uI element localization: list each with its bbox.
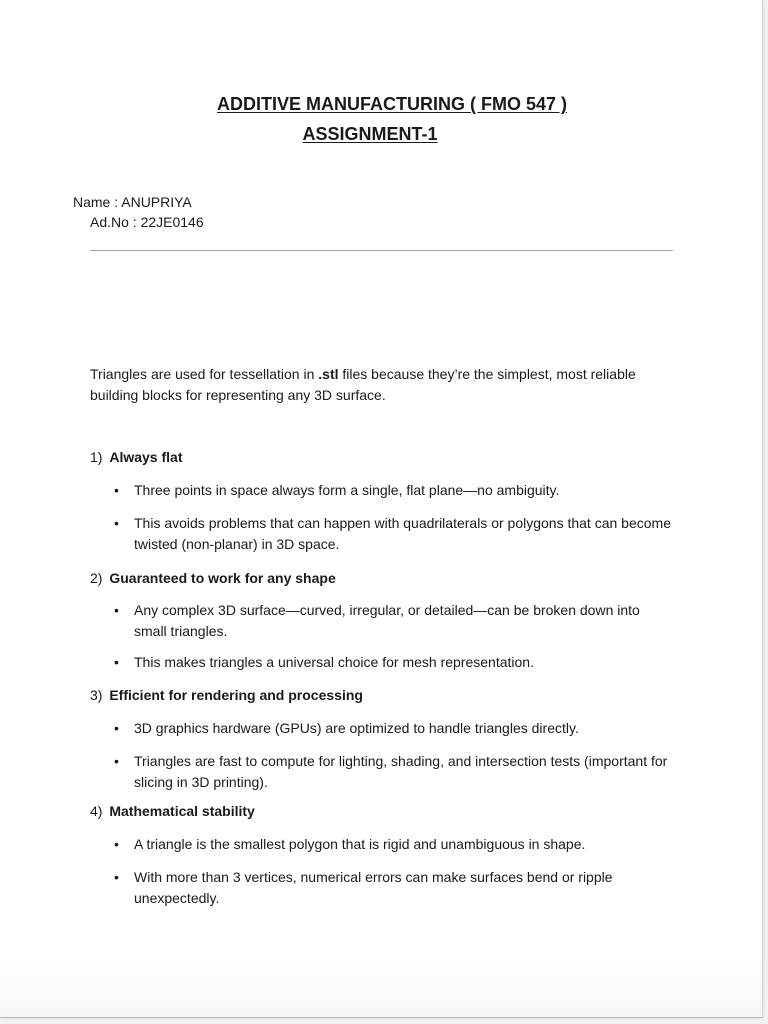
page-bottom-shading: [0, 960, 762, 1017]
document-title: ADDITIVE MANUFACTURING ( FMO 547 ): [216, 94, 567, 114]
section-heading-2: [90, 570, 336, 586]
intro-text-start: Triangles are used for tessellation in: [90, 366, 319, 382]
bullet-icon: •: [114, 720, 119, 736]
section-number: 2): [90, 570, 103, 586]
intro-text-end: files because they’re the simplest, most reliable building blocks for representing any 3D surface.: [90, 366, 636, 403]
section-title: Always flat: [109, 449, 183, 465]
section-title: Mathematical stability: [109, 803, 255, 819]
list-item-text: A triangle is the smallest polygon that is rigid and unambiguous in shape.: [134, 836, 586, 852]
list-item: [114, 513, 674, 555]
section-heading-3: [90, 687, 363, 703]
list-item-text: Three points in space always form a single, flat plane—no ambiguity.: [134, 482, 560, 498]
list-item-text: This avoids problems that can happen with quadrilaterals or polygons that can become twisted (non-planar) in 3D space.: [134, 515, 671, 552]
list-item: [114, 480, 674, 501]
bullet-icon: •: [114, 869, 119, 885]
list-item: [114, 718, 674, 739]
assignment-title: ASSIGNMENT-1: [302, 124, 438, 144]
horizontal-rule: [90, 250, 673, 251]
student-name: Name : ANUPRIYA: [73, 194, 192, 210]
bullet-icon: •: [114, 515, 119, 531]
bullet-icon: •: [114, 602, 119, 618]
list-item: [114, 600, 674, 642]
section-heading-1: [90, 449, 182, 465]
admission-number: Ad.No : 22JE0146: [90, 214, 204, 230]
list-item: [114, 834, 674, 855]
bullet-icon: •: [114, 482, 119, 498]
list-item: [114, 652, 674, 673]
section-number: 3): [90, 687, 103, 703]
section-heading-4: [90, 803, 255, 819]
intro-stl-term: .stl: [318, 366, 339, 382]
bullet-icon: •: [114, 654, 119, 670]
list-item-text: 3D graphics hardware (GPUs) are optimized to handle triangles directly.: [134, 720, 579, 736]
list-item-text: Any complex 3D surface—curved, irregular, or detailed—can be broken down into small triangles.: [134, 602, 640, 639]
list-item-text: This makes triangles a universal choice for mesh representation.: [134, 654, 534, 670]
list-item-text: Triangles are fast to compute for lighting, shading, and intersection tests (important for slicing in 3D printing).: [134, 753, 668, 790]
bullet-icon: •: [114, 753, 119, 769]
section-number: 4): [90, 803, 103, 819]
list-item: [114, 867, 674, 909]
bullet-icon: •: [114, 836, 119, 852]
section-title: Guaranteed to work for any shape: [109, 570, 336, 586]
section-number: 1): [90, 449, 103, 465]
section-title: Efficient for rendering and processing: [109, 687, 363, 703]
intro-paragraph: [90, 364, 680, 406]
list-item: [114, 751, 674, 793]
list-item-text: With more than 3 vertices, numerical errors can make surfaces bend or ripple unexpectedly.: [134, 869, 613, 906]
